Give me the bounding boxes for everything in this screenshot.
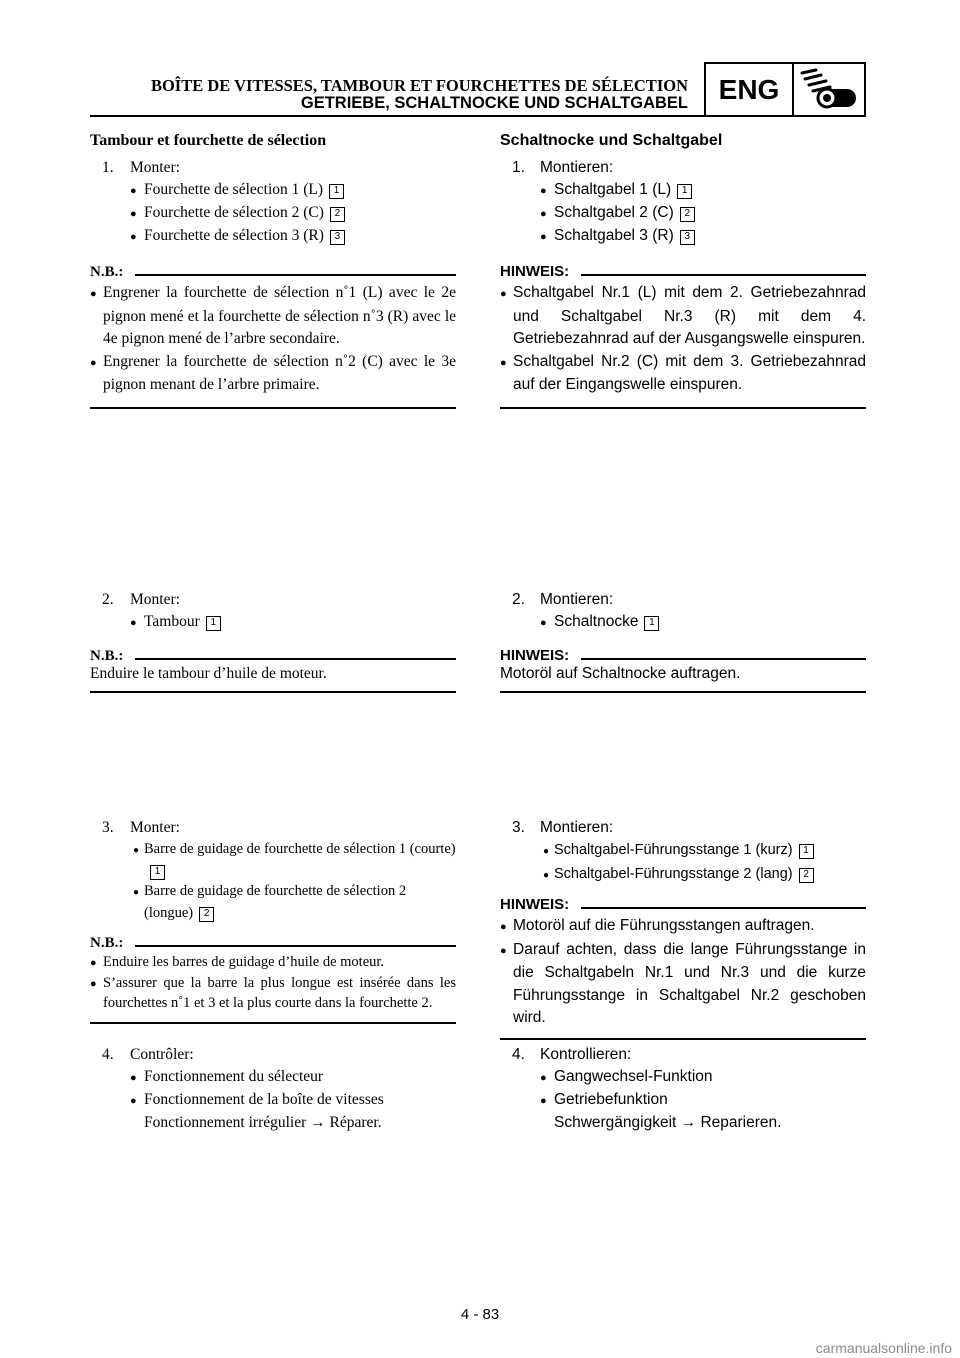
callout-number: 2	[680, 207, 695, 222]
bullet-icon: ●	[130, 208, 137, 220]
bullet-icon: ●	[540, 185, 547, 197]
note-end-rule	[500, 407, 866, 409]
note-heading: N.B.:	[90, 648, 456, 664]
list-item: ● Fonctionnement de la boîte de vitesses	[90, 1089, 456, 1112]
bullet-icon: ●	[540, 231, 547, 243]
list-item: ● Gangwechsel-Funktion	[500, 1066, 866, 1089]
bullet-icon: ●	[133, 845, 140, 856]
step-label: Kontrollieren:	[540, 1046, 632, 1063]
step-number: 2.	[512, 591, 525, 608]
note-bullet: ● Engrener la fourchette de sélection n˚2 (C) avec le 3e pignon menant de l’arbre primaire.	[90, 352, 456, 393]
note-end-rule	[500, 1038, 866, 1040]
header-title-de: GETRIEBE, SCHALTNOCKE UND SCHALTGABEL	[300, 94, 688, 112]
note-bullet: ● Enduire les barres de guidage d’huile de moteur.	[90, 953, 456, 974]
list-item: ● Fourchette de sélection 2 (C) 2	[90, 202, 456, 225]
step-label: Montieren:	[540, 159, 614, 176]
bullet-icon: ●	[90, 957, 97, 969]
list-item: ● Schaltnocke 1	[500, 611, 866, 634]
note-bullet: ● Schaltgabel Nr.1 (L) mit dem 2. Getriebezahnrad und Schaltgabel Nr.3 (R) mit dem 4. Getriebezahnrad auf der Ausgangswelle einspuren.	[500, 284, 866, 347]
list-item: ● Barre de guidage de fourchette de sélection 1 (courte)1	[90, 839, 456, 881]
note-bullet: ● Engrener la fourchette de sélection n˚1 (L) avec le 2e pignon mené et la fourchette de sélection n˚3 (R) avec le 4e pignon mené de l’arbre secondaire.	[90, 284, 456, 347]
step-2-de	[500, 589, 866, 693]
list-item: ● Fonctionnement du sélecteur	[90, 1066, 456, 1089]
bullet-icon: ●	[130, 1072, 137, 1084]
note-end-rule	[90, 1022, 456, 1024]
callout-number: 1	[206, 616, 221, 631]
note-bullet: ● S’assurer que la barre la plus longue est insérée dans les fourchettes n˚1 et 3 et la plus courte dans la fourchette 2.	[90, 974, 456, 1011]
list-item: ● Tambour 1	[90, 611, 456, 634]
section-title-de: Schaltnocke und Schaltgabel	[500, 132, 723, 149]
bullet-icon: ●	[90, 288, 97, 300]
section-badge-label: ENG	[706, 64, 794, 115]
watermark: carmanualsonline.info	[815, 1340, 952, 1356]
step-2-fr	[90, 589, 456, 693]
step-1-de	[500, 157, 866, 248]
note-3-fr	[90, 935, 456, 1024]
step-label: Contrôler:	[130, 1046, 194, 1063]
callout-number: 3	[330, 230, 345, 245]
note-heading: HINWEIS:	[500, 264, 866, 280]
page-number: 4 - 83	[460, 1306, 500, 1323]
note-1-fr	[90, 264, 456, 409]
step-3-fr	[90, 817, 456, 1024]
note-text: Motoröl auf Schaltnocke auftragen.	[500, 665, 741, 682]
step-number: 4.	[102, 1046, 114, 1063]
bullet-icon: ●	[540, 1095, 547, 1107]
callout-number: 2	[199, 907, 214, 922]
list-item: ● Schaltgabel 3 (R) 3	[500, 225, 866, 248]
bullet-icon: ●	[500, 288, 507, 300]
list-item: ● Fourchette de sélection 3 (R) 3	[90, 225, 456, 248]
bullet-icon: ●	[500, 921, 507, 933]
note-heading: HINWEIS:	[500, 897, 866, 913]
note-end-rule	[90, 407, 456, 409]
step-1-fr	[90, 157, 456, 248]
step-label: Montieren:	[540, 819, 614, 836]
bullet-icon: ●	[540, 617, 547, 629]
header-rule	[90, 115, 704, 117]
bullet-icon: ●	[540, 1072, 547, 1084]
callout-number: 1	[329, 184, 344, 199]
bullet-icon: ●	[543, 846, 550, 857]
list-item: ● Schaltgabel-Führungsstange 1 (kurz) 1	[500, 839, 866, 863]
bullet-icon: ●	[500, 944, 507, 957]
step-label: Montieren:	[540, 591, 614, 608]
bullet-icon: ●	[130, 1095, 137, 1107]
callout-number: 2	[330, 207, 345, 222]
note-end-rule	[90, 691, 456, 693]
french-column	[90, 131, 456, 409]
callout-number: 1	[799, 844, 814, 859]
bullet-icon: ●	[90, 356, 97, 369]
bullet-icon: ●	[130, 185, 137, 197]
list-item: ● Schaltgabel 1 (L) 1	[500, 179, 866, 202]
bullet-icon: ●	[90, 977, 97, 990]
step-number: 3.	[102, 819, 114, 836]
step-number: 1.	[102, 159, 114, 176]
section-title-fr: Tambour et fourchette de sélection	[90, 132, 327, 149]
note-3-de	[500, 897, 866, 1040]
list-item: ● Fourchette de sélection 1 (L) 1	[90, 179, 456, 202]
step-number: 4.	[512, 1046, 525, 1063]
bullet-icon: ●	[130, 231, 137, 243]
bullet-icon: ●	[540, 208, 547, 220]
note-end-rule	[500, 691, 866, 693]
list-item: ● Getriebefunktion	[500, 1089, 866, 1112]
check-result: Schwergängigkeit → Reparieren.	[554, 1114, 782, 1131]
step-label: Monter:	[130, 591, 180, 608]
bullet-icon: ●	[130, 617, 137, 629]
callout-number: 3	[680, 230, 695, 245]
list-item: ● Schaltgabel-Führungsstange 2 (lang) 2	[500, 863, 866, 887]
note-heading: N.B.:	[90, 935, 456, 951]
step-label: Monter:	[130, 819, 180, 836]
section-badge	[704, 62, 866, 117]
note-text: Enduire le tambour d’huile de moteur.	[90, 665, 327, 682]
bullet-icon: ●	[543, 870, 550, 881]
note-heading: N.B.:	[90, 264, 456, 280]
header-title-fr: BOÎTE DE VITESSES, TAMBOUR ET FOURCHETTES DE SÉLECTION	[150, 76, 688, 95]
note-bullet: ● Motoröl auf die Führungsstangen auftragen.	[500, 915, 866, 939]
note-bullet: ● Darauf achten, dass die lange Führungsstange in die Schaltgabeln Nr.1 und Nr.3 und die kurze Führungsstange in Schaltgabel Nr.2 geschoben wird.	[500, 940, 866, 1026]
callout-number: 1	[677, 184, 692, 199]
step-4-de	[500, 1044, 866, 1134]
note-2-de	[500, 648, 866, 693]
note-heading: HINWEIS:	[500, 648, 866, 664]
callout-number: 2	[799, 868, 814, 883]
callout-number: 1	[644, 616, 659, 631]
note-bullet: ● Schaltgabel Nr.2 (C) mit dem 3. Getriebezahnrad auf der Eingangswelle einspuren.	[500, 352, 866, 393]
step-number: 2.	[102, 591, 114, 608]
step-label: Monter:	[130, 159, 180, 176]
engine-gear-icon	[794, 64, 864, 115]
callout-number: 1	[150, 865, 165, 880]
bullet-icon: ●	[133, 887, 140, 898]
list-item: ● Barre de guidage de fourchette de sélection 2 (longue) 2	[133, 883, 407, 921]
step-3-de	[500, 817, 866, 1040]
note-2-fr	[90, 648, 456, 693]
german-column	[500, 131, 866, 409]
step-number: 1.	[512, 159, 525, 176]
list-item: ● Schaltgabel 2 (C) 2	[500, 202, 866, 225]
check-result: Fonctionnement irrégulier → Réparer.	[144, 1114, 382, 1131]
bullet-icon: ●	[500, 356, 507, 369]
step-number: 3.	[512, 819, 525, 836]
note-1-de	[500, 264, 866, 409]
step-4-fr	[90, 1044, 456, 1134]
